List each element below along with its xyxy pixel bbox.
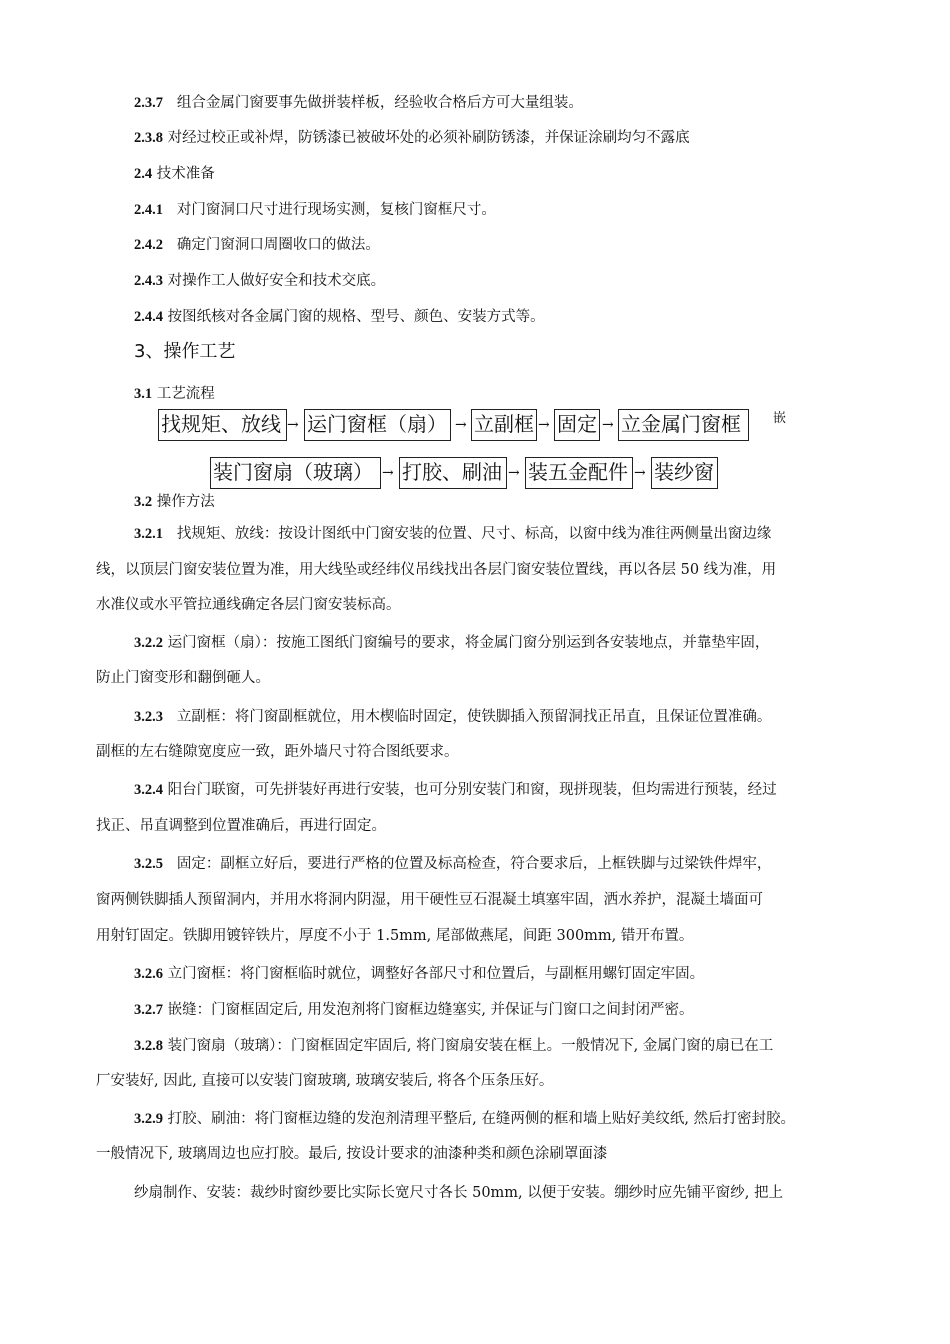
clause-text: 操作方法 bbox=[156, 494, 215, 510]
clause-number: 2.3.7 bbox=[134, 95, 163, 111]
clause-text: 阳台门联窗，可先拼装好再进行安装，也可分别安装门和窗，现拼现装，但均需进行预装，经过 bbox=[167, 782, 777, 798]
section-3-1 bbox=[134, 384, 215, 404]
section-3-2 bbox=[134, 492, 215, 512]
arrow-right-icon: → bbox=[455, 417, 467, 433]
arrow-right-icon: → bbox=[508, 465, 520, 481]
clause-number: 2.4.3 bbox=[134, 273, 163, 289]
clause-text: 打胶、刷油：将门窗框边缝的发泡剂清理平整后, 在缝两侧的框和墙上贴好美纹纸, 然后打密封胶。 bbox=[167, 1111, 796, 1127]
clause-text-continued: 水准仪或水平管拉通线确定各层门窗安装标高。 bbox=[96, 597, 401, 613]
clause-text: 找规矩、放线：按设计图纸中门窗安装的位置、尺寸、标高，以窗中线为准往两侧量出窗边缘 bbox=[176, 526, 772, 542]
clause-number: 3.2 bbox=[134, 494, 153, 510]
clause-text: 嵌缝：门窗框固定后, 用发泡剂将门窗框边缝塞实, 并保证与门窗口之间封闭严密。 bbox=[167, 1002, 694, 1018]
clause-2-4-3 bbox=[134, 271, 385, 291]
clause-text: 运门窗框（扇）：按施工图纸门窗编号的要求，将金属门窗分别运到各安装地点，并靠垫牢固， bbox=[167, 635, 770, 651]
arrow-right-icon: → bbox=[602, 417, 614, 433]
clause-2-4-4 bbox=[134, 307, 545, 327]
clause-text: 立副框：将门窗副框就位，用木楔临时固定，使铁脚插入预留洞找正吊直，且保证位置准确。 bbox=[176, 709, 772, 725]
flow-step-box: 装门窗扇（玻璃） bbox=[210, 457, 381, 489]
clause-text-continued: 防止门窗变形和翻倒砸人。 bbox=[96, 670, 270, 686]
clause-number: 2.4.2 bbox=[134, 237, 163, 253]
clause-number: 2.3.8 bbox=[134, 130, 163, 146]
section-2-4 bbox=[134, 164, 215, 184]
flow-step-box: 装纱窗 bbox=[651, 457, 718, 489]
clause-text-continued: 窗两侧铁脚插人预留洞内，并用水将洞内阴湿，用干硬性豆石混凝土填塞牢固，洒水养护，混凝土墙面可 bbox=[96, 892, 763, 908]
clause-text-continued: 副框的左右缝隙宽度应一致，距外墙尺寸符合图纸要求。 bbox=[96, 744, 459, 760]
arrow-right-icon: → bbox=[538, 417, 550, 433]
clause-2-4-2 bbox=[134, 235, 380, 255]
clause-3-2-3 bbox=[134, 707, 771, 727]
arrow-right-icon: → bbox=[287, 417, 299, 433]
clause-text-continued: 用射钉固定。铁脚用镀锌铁片，厚度不小于 1.5mm, 尾部做燕尾，间距 300mm, 错开布置。 bbox=[96, 928, 694, 944]
clause-3-2-7 bbox=[134, 1000, 694, 1020]
clause-2-4-1 bbox=[134, 200, 496, 220]
stray-character: 嵌 bbox=[773, 411, 787, 426]
flow-step-box: 找规矩、放线 bbox=[158, 409, 287, 441]
clause-2-3-8 bbox=[134, 128, 690, 148]
flow-step-box: 立金属门窗框 bbox=[618, 409, 749, 441]
clause-number: 2.4 bbox=[134, 166, 153, 182]
clause-number: 2.4.4 bbox=[134, 309, 163, 325]
clause-3-2-6 bbox=[134, 964, 704, 984]
arrow-right-icon: → bbox=[634, 465, 646, 481]
clause-text: 组合金属门窗要事先做拼装样板，经验收合格后方可大量组装。 bbox=[176, 95, 583, 111]
clause-text-continued: 找正、吊直调整到位置准确后，再进行固定。 bbox=[96, 818, 386, 834]
clause-text-continued: 一般情况下, 玻璃周边也应打胶。最后, 按设计要求的油漆种类和颜色涂刷罩面漆 bbox=[96, 1146, 608, 1162]
clause-number: 3.2.4 bbox=[134, 782, 163, 798]
clause-text: 装门窗扇（玻璃）：门窗框固定牢固后, 将门窗扇安装在框上。一般情况下, 金属门窗的扇已在工 bbox=[167, 1038, 774, 1054]
flow-step-box: 固定 bbox=[554, 409, 600, 441]
flow-step-box: 打胶、刷油 bbox=[399, 457, 507, 489]
clause-number: 2.4.1 bbox=[134, 202, 163, 218]
clause-3-2-8 bbox=[134, 1036, 773, 1056]
clause-number: 3.2.6 bbox=[134, 966, 163, 982]
clause-number: 3.2.3 bbox=[134, 709, 163, 725]
clause-text: 立门窗框：将门窗框临时就位，调整好各部尺寸和位置后，与副框用螺钉固定牢固。 bbox=[167, 966, 705, 982]
section-heading-3: 3、操作工艺 bbox=[134, 341, 236, 362]
clause-number: 3.2.5 bbox=[134, 856, 163, 872]
clause-text-continued: 线，以顶层门窗安装位置为准，用大线坠或经纬仪吊线找出各层门窗安装位置线，再以各层 50 线为准，用 bbox=[96, 562, 777, 578]
clause-number: 3.2.1 bbox=[134, 526, 163, 542]
clause-text: 对门窗洞口尺寸进行现场实测，复核门窗框尺寸。 bbox=[176, 202, 496, 218]
clause-2-3-7 bbox=[134, 93, 583, 113]
flow-step-box: 运门窗框（扇） bbox=[304, 409, 451, 441]
screen-sash-paragraph: 纱扇制作、安装：裁纱时窗纱要比实际长宽尺寸各长 50mm, 以便于安装。绷纱时应先铺平窗纱, 把上 bbox=[134, 1185, 783, 1201]
clause-text: 确定门窗洞口周圈收口的做法。 bbox=[176, 237, 380, 253]
clause-text: 按图纸核对各金属门窗的规格、型号、颜色、安装方式等。 bbox=[167, 309, 545, 325]
clause-3-2-5 bbox=[134, 854, 771, 874]
clause-text: 技术准备 bbox=[156, 166, 215, 182]
clause-number: 3.2.8 bbox=[134, 1038, 163, 1054]
flow-step-box: 装五金配件 bbox=[525, 457, 633, 489]
clause-text: 工艺流程 bbox=[156, 386, 215, 402]
clause-3-2-2 bbox=[134, 633, 769, 653]
clause-number: 3.2.7 bbox=[134, 1002, 163, 1018]
clause-number: 3.1 bbox=[134, 386, 153, 402]
flow-step-box: 立副框 bbox=[471, 409, 537, 441]
clause-3-2-9 bbox=[134, 1109, 795, 1129]
clause-text-continued: 厂安装好, 因此, 直接可以安装门窗玻璃, 玻璃安装后, 将各个压条压好。 bbox=[96, 1073, 554, 1089]
clause-3-2-4 bbox=[134, 780, 777, 800]
arrow-right-icon: → bbox=[382, 465, 394, 481]
clause-text: 对操作工人做好安全和技术交底。 bbox=[167, 273, 386, 289]
clause-text: 对经过校正或补焊，防锈漆已被破坏处的必须补刷防锈漆，并保证涂刷均匀不露底 bbox=[167, 130, 690, 146]
clause-text: 固定：副框立好后，要进行严格的位置及标高检查，符合要求后，上框铁脚与过梁铁件焊牢， bbox=[176, 856, 772, 872]
clause-3-2-1 bbox=[134, 524, 771, 544]
clause-number: 3.2.9 bbox=[134, 1111, 163, 1127]
clause-number: 3.2.2 bbox=[134, 635, 163, 651]
